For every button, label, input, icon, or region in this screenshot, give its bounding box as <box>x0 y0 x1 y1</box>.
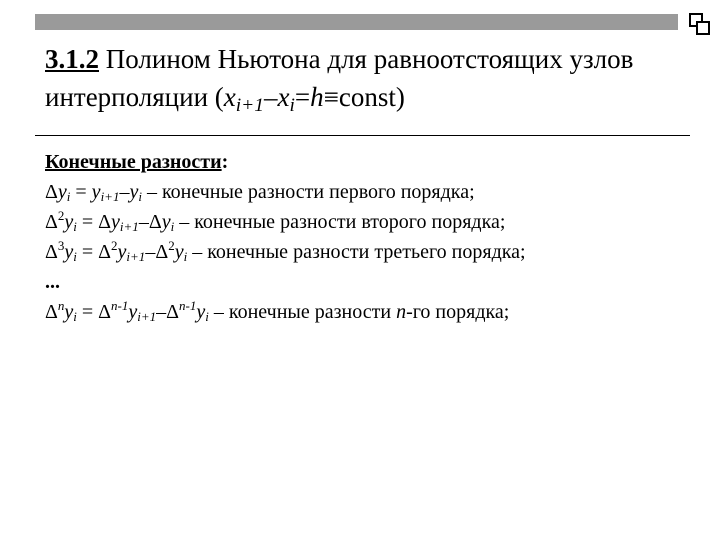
formula-line-2 <box>45 207 705 237</box>
power: n-1 <box>111 298 129 313</box>
power: n <box>57 298 65 313</box>
var-y: y <box>117 241 127 263</box>
var-y: y <box>57 181 67 203</box>
sub-i: i <box>66 189 71 204</box>
var-y: y <box>161 211 171 233</box>
delta: Δ <box>45 301 58 323</box>
title-divider <box>35 135 690 136</box>
delta: Δ <box>45 241 58 263</box>
power: n-1 <box>179 298 197 313</box>
sub-i: i <box>73 309 77 324</box>
sub-i: i <box>73 249 77 264</box>
delta: Δ <box>45 181 58 203</box>
power: 3 <box>57 238 65 253</box>
var-y: y <box>64 211 74 233</box>
formula-sub: i+1 <box>235 95 264 116</box>
minus: –Δ <box>145 241 169 263</box>
ellipsis-line: ... <box>45 271 60 293</box>
var-y: y <box>129 181 139 203</box>
slide-body <box>45 147 705 327</box>
power: 2 <box>168 238 175 253</box>
formula-const: ≡const) <box>323 82 405 112</box>
sub-i: i <box>183 249 188 264</box>
var-y: y <box>111 211 120 233</box>
description: – конечные разности третьего порядка; <box>187 241 526 263</box>
formula-x: x <box>223 82 236 112</box>
section-number: 3.1.2 <box>45 44 99 74</box>
sub-i: i <box>205 309 209 324</box>
title-text: Полином Ньютона для равноотстоящих узлов интерполяции ( <box>45 44 634 112</box>
var-y: y <box>196 301 206 323</box>
var-y: y <box>91 181 101 203</box>
sub-i: i <box>170 219 175 234</box>
sub-ip1: i+1 <box>126 249 146 264</box>
var-n: n <box>396 301 407 323</box>
equals: = Δ <box>76 211 112 233</box>
section-heading: Конечные разности <box>45 151 222 173</box>
minus: – <box>119 181 130 203</box>
formula-line-3 <box>45 237 705 267</box>
formula-sub: i <box>289 95 295 116</box>
sub-i: i <box>138 189 142 204</box>
minus: –Δ <box>156 301 180 323</box>
minus: –Δ <box>138 211 162 233</box>
power: 2 <box>57 208 65 223</box>
power: 2 <box>111 238 118 253</box>
equals: = Δ <box>76 301 112 323</box>
description: -го порядка; <box>406 301 510 323</box>
sub-ip1: i+1 <box>119 219 139 234</box>
var-y: y <box>64 301 74 323</box>
heading-line <box>45 147 705 177</box>
slide-title <box>45 40 685 116</box>
var-y: y <box>64 241 74 263</box>
sub-ip1: i+1 <box>100 189 120 204</box>
sub-ip1: i+1 <box>137 309 157 324</box>
heading-colon: : <box>221 151 229 173</box>
decor-square-icon <box>696 21 710 35</box>
formula-h: h <box>310 82 324 112</box>
description: – конечные разности первого порядка; <box>141 181 475 203</box>
top-decor-bar <box>35 14 678 30</box>
description: – конечные разности <box>208 301 397 323</box>
equals: = <box>70 181 92 203</box>
delta: Δ <box>45 211 58 233</box>
equals: = Δ <box>76 241 112 263</box>
formula-equals: = <box>294 82 311 112</box>
var-y: y <box>128 301 138 323</box>
formula-minus: – <box>264 82 278 112</box>
formula-x: x <box>277 82 290 112</box>
formula-line-1 <box>45 177 705 207</box>
description: – конечные разности второго порядка; <box>174 211 506 233</box>
sub-i: i <box>73 219 77 234</box>
formula-line-n <box>45 297 705 327</box>
var-y: y <box>174 241 184 263</box>
